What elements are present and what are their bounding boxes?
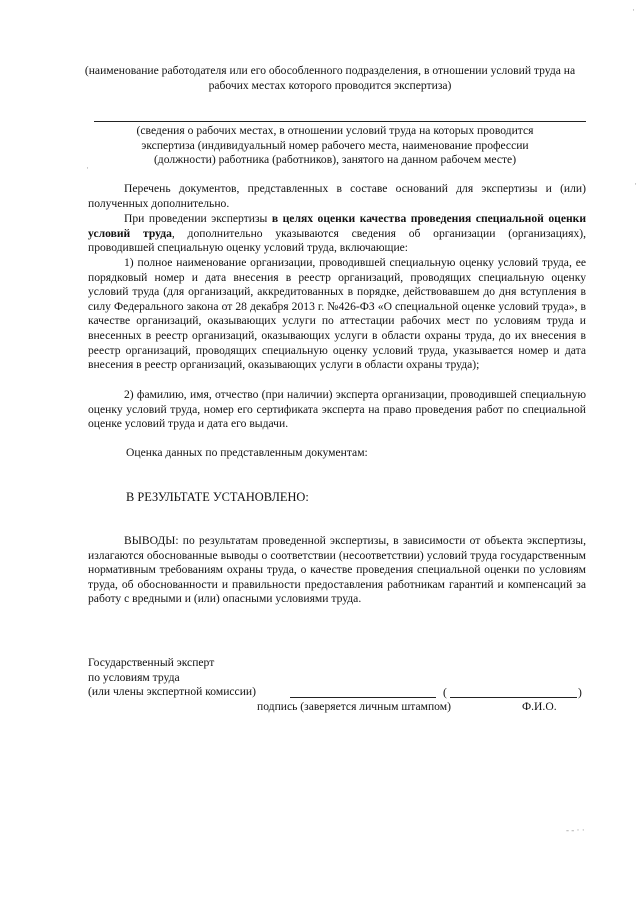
- workplace-line: [94, 121, 586, 122]
- signature-line-2: по условиям труда: [88, 670, 180, 684]
- workplace-caption-text: (сведения о рабочих местах, в отношении условий труда на которых проводится экспертиза (индивидуальный номер рабочего места, наименование профессии (должности) работника (работников), занятого на данном рабочем месте): [136, 124, 534, 167]
- conclusions-paragraph: [88, 534, 586, 607]
- fio-paren-open: [443, 686, 447, 701]
- documents-list-paragraph: [88, 182, 586, 211]
- employer-caption-text: (наименование работодателя или его обособленного подразделения, в отношении условий труда на рабочих местах которого проводится экспертиза): [84, 64, 576, 92]
- result-heading: [126, 490, 586, 505]
- paren-open: (: [443, 686, 447, 699]
- fio-caption: [522, 700, 557, 715]
- fio-line: [450, 697, 577, 698]
- documents-list-text: Перечень документов, представленных в составе оснований для экспертизы и (или) полученных дополнительно.: [88, 182, 586, 210]
- paren-close: ): [578, 686, 582, 699]
- intro-suffix: , дополнительно указываются сведения об организации (организациях), проводившей специальную оценку условий труда, включающие:: [88, 226, 586, 255]
- scan-speck: ·: [86, 163, 89, 173]
- fio-caption-text: Ф.И.О.: [522, 700, 557, 713]
- signature-line: [290, 697, 436, 698]
- scan-speck: ·: [634, 179, 637, 189]
- intro-prefix: При проведении экспертизы: [124, 212, 272, 225]
- item-1-text: 1) полное наименование организации, проводившей специальную оценку условий труда, ее порядковый номер и дата внесения в реестр организаций, проводящих специальную оценку условий труда (для организаций, аккредитованных в порядке, действовавшем до дня вступления в силу Федерального закона от 28 декабря 2013 г. №426-ФЗ «О специальной оценке условий труда», в качестве организаций, оказывающих услуги по аттестации рабочих мест по условиям труда и внесенных в реестр организаций, оказывающих услуги в области охраны труда, до их внесения в реестр организаций, проводящих специальную оценку условий труда, указывается номер и дата внесения в реестр организаций, оказывающих услуги в области охраны труда);: [88, 256, 586, 372]
- signature-caption-text: подпись (заверяется личным штампом): [257, 700, 451, 713]
- workplace-caption: [110, 124, 560, 168]
- employer-caption: [80, 64, 580, 93]
- signature-line-3: (или члены экспертной комиссии): [88, 685, 256, 699]
- intro-bold: в целях оценки качества проведения специальной оценки условий труда: [88, 212, 586, 240]
- assessment-heading: [126, 446, 586, 461]
- signature-caption: [257, 700, 451, 715]
- result-text: В РЕЗУЛЬТАТЕ УСТАНОВЛЕНО:: [126, 490, 309, 504]
- signature-block-labels: [88, 656, 388, 700]
- item-1-paragraph: [88, 256, 586, 373]
- fio-paren-close: [578, 686, 582, 701]
- item-2-paragraph: [88, 388, 586, 432]
- intro-text: [88, 212, 586, 256]
- assessment-text: Оценка данных по представленным документам:: [126, 446, 368, 459]
- intro-paragraph: [88, 212, 586, 256]
- conclusions-text: ВЫВОДЫ: по результатам проведенной экспертизы, в зависимости от объекта экспертизы, излагаются обоснованные выводы о соответствии (несоответствии) условий труда государственным нормативным требованиям охраны труда, о качестве проведения специальной оценки по условиям труда, об обоснованности и правильности предоставления работникам гарантий и компенсаций за работу с вредными и (или) опасными условиями труда.: [88, 534, 586, 606]
- scan-speck: ·: [632, 5, 635, 15]
- item-2-text: 2) фамилию, имя, отчество (при наличии) эксперта организации, проводившей специальную оценку условий труда, номер его сертификата эксперта на право проведения работ по специальной оценке условий труда и дата его выдачи.: [88, 388, 586, 431]
- scan-speck: - - · ·: [566, 825, 585, 835]
- signature-line-1: Государственный эксперт: [88, 656, 215, 669]
